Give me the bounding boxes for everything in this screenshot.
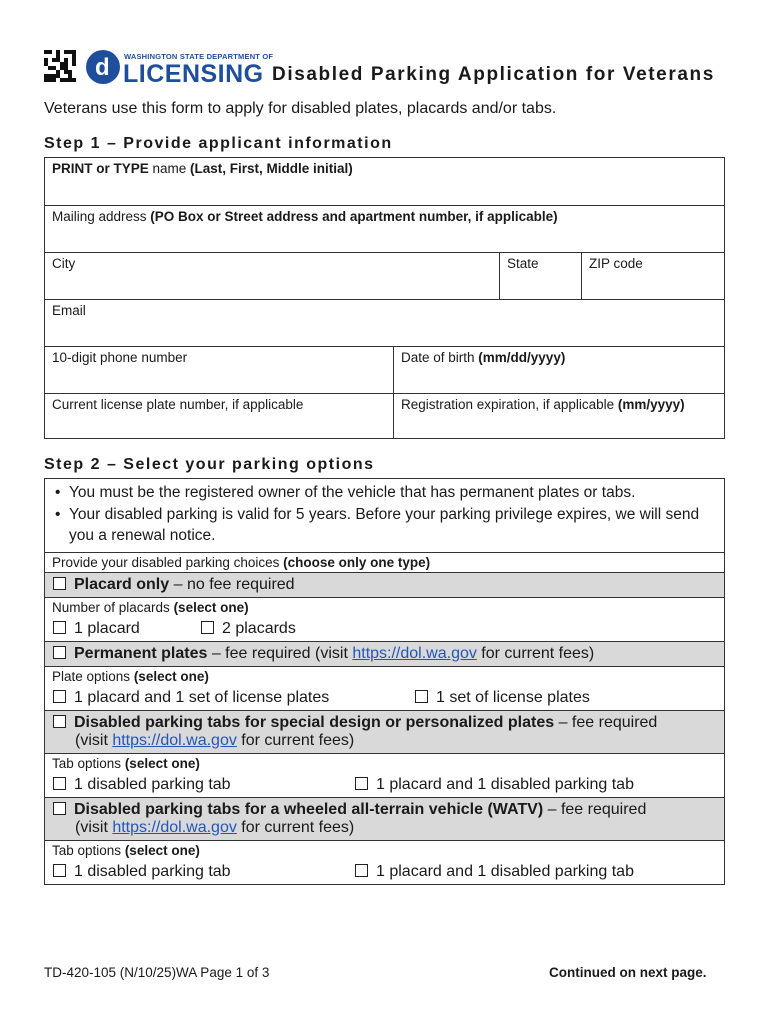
permanent-plates-fee: – fee required (visit [207,644,353,662]
plates-only-label: 1 set of license plates [436,688,590,706]
name-label: name [148,161,191,176]
special-tabs-fees-end: for current fees) [236,731,355,749]
special-tabs-fee: – fee required [554,713,658,731]
special-tabs-fee-line [53,732,716,750]
watv-tab-options-label-row [45,840,724,860]
special-one-tab-choice[interactable] [53,776,355,794]
watv-tabs-fee-line [53,819,716,837]
plate-options-label: Plate options [52,668,134,684]
watv-tab-choices [45,860,724,884]
tab-options-label: Tab options [52,755,125,771]
page-title: Disabled Parking Application for Veterans [272,64,715,85]
form-id: TD-420-105 (N/10/25)WA Page 1 of 3 [44,965,270,980]
special-tabs-label: Disabled parking tabs for special design or personalized plates [74,713,555,731]
phone-field[interactable] [45,347,393,393]
registration-format: (mm/yyyy) [617,397,685,412]
dol-link[interactable]: https://dol.wa.gov [112,731,237,749]
intro-text: Veterans use this form to apply for disabled plates, placards and/or tabs. [44,100,557,117]
permanent-plates-label: Permanent plates [74,644,208,662]
watv-placard-and-tab-checkbox[interactable] [355,864,368,877]
watv-tabs-fee: – fee required [543,800,647,818]
state-field[interactable] [499,253,581,299]
parking-options-table [44,478,725,885]
two-placards-checkbox[interactable] [201,621,214,634]
placard-only-label: Placard only [74,575,170,593]
dob-field[interactable] [393,347,724,393]
special-one-tab-label: 1 disabled parking tab [74,775,231,793]
email-field[interactable] [45,300,724,346]
city-label: City [52,256,76,271]
special-placard-and-tab-label: 1 placard and 1 disabled parking tab [376,775,634,793]
choices-hint: (choose only one type) [283,554,431,570]
plate-row [45,393,724,438]
tab-options-hint: (select one) [124,842,200,858]
phone-row [45,346,724,393]
special-tab-choices [45,773,724,797]
step2-notes [45,479,724,552]
choices-instruction [45,552,724,572]
watv-tabs-option[interactable] [45,797,724,840]
two-placards-choice[interactable] [201,620,296,638]
plate-options-hint: (select one) [133,668,209,684]
placard-count-hint: (select one) [173,599,249,615]
form-header [44,46,734,90]
two-placards-label: 2 placards [222,619,296,637]
permanent-plates-option[interactable] [45,641,724,666]
logo-agency-small: WASHINGTON STATE DEPARTMENT OF [124,52,274,61]
placard-option[interactable] [45,572,724,597]
applicant-info-table [44,157,725,439]
placard-count-label: Number of placards [52,599,174,615]
watv-tabs-fees-end: for current fees) [236,818,355,836]
special-placard-and-tab-checkbox[interactable] [355,777,368,790]
special-tabs-visit: (visit [75,731,113,749]
placard-and-plates-label: 1 placard and 1 set of license plates [74,688,330,706]
tab-options-hint: (select one) [124,755,200,771]
note-owner: • You must be the registered owner of the vehicle that has permanent plates or tabs. [55,482,716,504]
choices-label: Provide your disabled parking choices [52,554,284,570]
logo-agency-big: LICENSING [123,60,264,88]
watv-tabs-visit: (visit [75,818,113,836]
placard-and-plates-checkbox[interactable] [53,690,66,703]
plate-options-label-row [45,666,724,686]
registration-expiration-field[interactable] [393,394,724,438]
continued-note: Continued on next page. [549,965,707,980]
note-validity: • Your disabled parking is valid for 5 years. Before your parking privilege expires, we will send you a renewal notice. [55,504,716,547]
name-label-bold: PRINT or TYPE [52,161,149,176]
placard-and-plates-choice[interactable] [53,689,415,707]
email-row [45,299,724,346]
dob-format: (mm/dd/yyyy) [478,350,566,365]
mailing-address-field[interactable] [45,206,724,252]
special-tab-options-label-row [45,753,724,773]
one-placard-checkbox[interactable] [53,621,66,634]
placard-only-checkbox[interactable] [53,577,66,590]
name-row [45,158,724,205]
plate-label: Current license plate number, if applicable [52,397,304,412]
dob-label: Date of birth [401,350,479,365]
name-label-format: (Last, First, Middle initial) [190,161,353,176]
dol-link[interactable]: https://dol.wa.gov [112,818,237,836]
qr-code-icon [44,50,76,82]
plate-field[interactable] [45,394,393,438]
mailing-address-label: Mailing address [52,209,151,224]
plates-only-checkbox[interactable] [415,690,428,703]
plates-only-choice[interactable] [415,689,590,707]
one-placard-choice[interactable] [53,620,201,638]
one-placard-label: 1 placard [74,619,140,637]
special-placard-and-tab-choice[interactable] [355,776,634,794]
step2-heading: Step 2 – Select your parking options [44,456,375,473]
placard-count-choices [45,617,724,641]
permanent-plates-checkbox[interactable] [53,646,66,659]
special-tabs-checkbox[interactable] [53,715,66,728]
watv-one-tab-checkbox[interactable] [53,864,66,877]
zip-label: ZIP code [589,256,643,271]
city-field[interactable] [45,253,499,299]
phone-label: 10-digit phone number [52,350,188,365]
mailing-address-hint: (PO Box or Street address and apartment number, if applicable) [150,209,558,224]
email-label: Email [52,303,86,318]
step1-heading: Step 1 – Provide applicant information [44,135,393,152]
watv-tabs-checkbox[interactable] [53,802,66,815]
watv-placard-and-tab-label: 1 placard and 1 disabled parking tab [376,862,634,880]
dol-logo [86,48,296,88]
city-row [45,252,724,299]
dol-logo-icon: d [86,50,120,84]
name-field[interactable] [45,158,724,205]
watv-one-tab-label: 1 disabled parking tab [74,862,231,880]
plate-options-choices [45,686,724,710]
registration-label: Registration expiration, if applicable [401,397,618,412]
state-label: State [507,256,539,271]
address-row [45,205,724,252]
tab-options-label: Tab options [52,842,125,858]
watv-placard-and-tab-choice[interactable] [355,863,634,881]
zip-field[interactable] [581,253,724,299]
placard-only-fee: – no fee required [169,575,295,593]
special-one-tab-checkbox[interactable] [53,777,66,790]
watv-one-tab-choice[interactable] [53,863,355,881]
special-plates-tabs-option[interactable] [45,710,724,753]
dol-link[interactable]: https://dol.wa.gov [352,644,477,662]
placard-count-label-row [45,597,724,617]
watv-tabs-label: Disabled parking tabs for a wheeled all-terrain vehicle (WATV) [74,800,544,818]
permanent-plates-fee-end: for current fees) [476,644,595,662]
